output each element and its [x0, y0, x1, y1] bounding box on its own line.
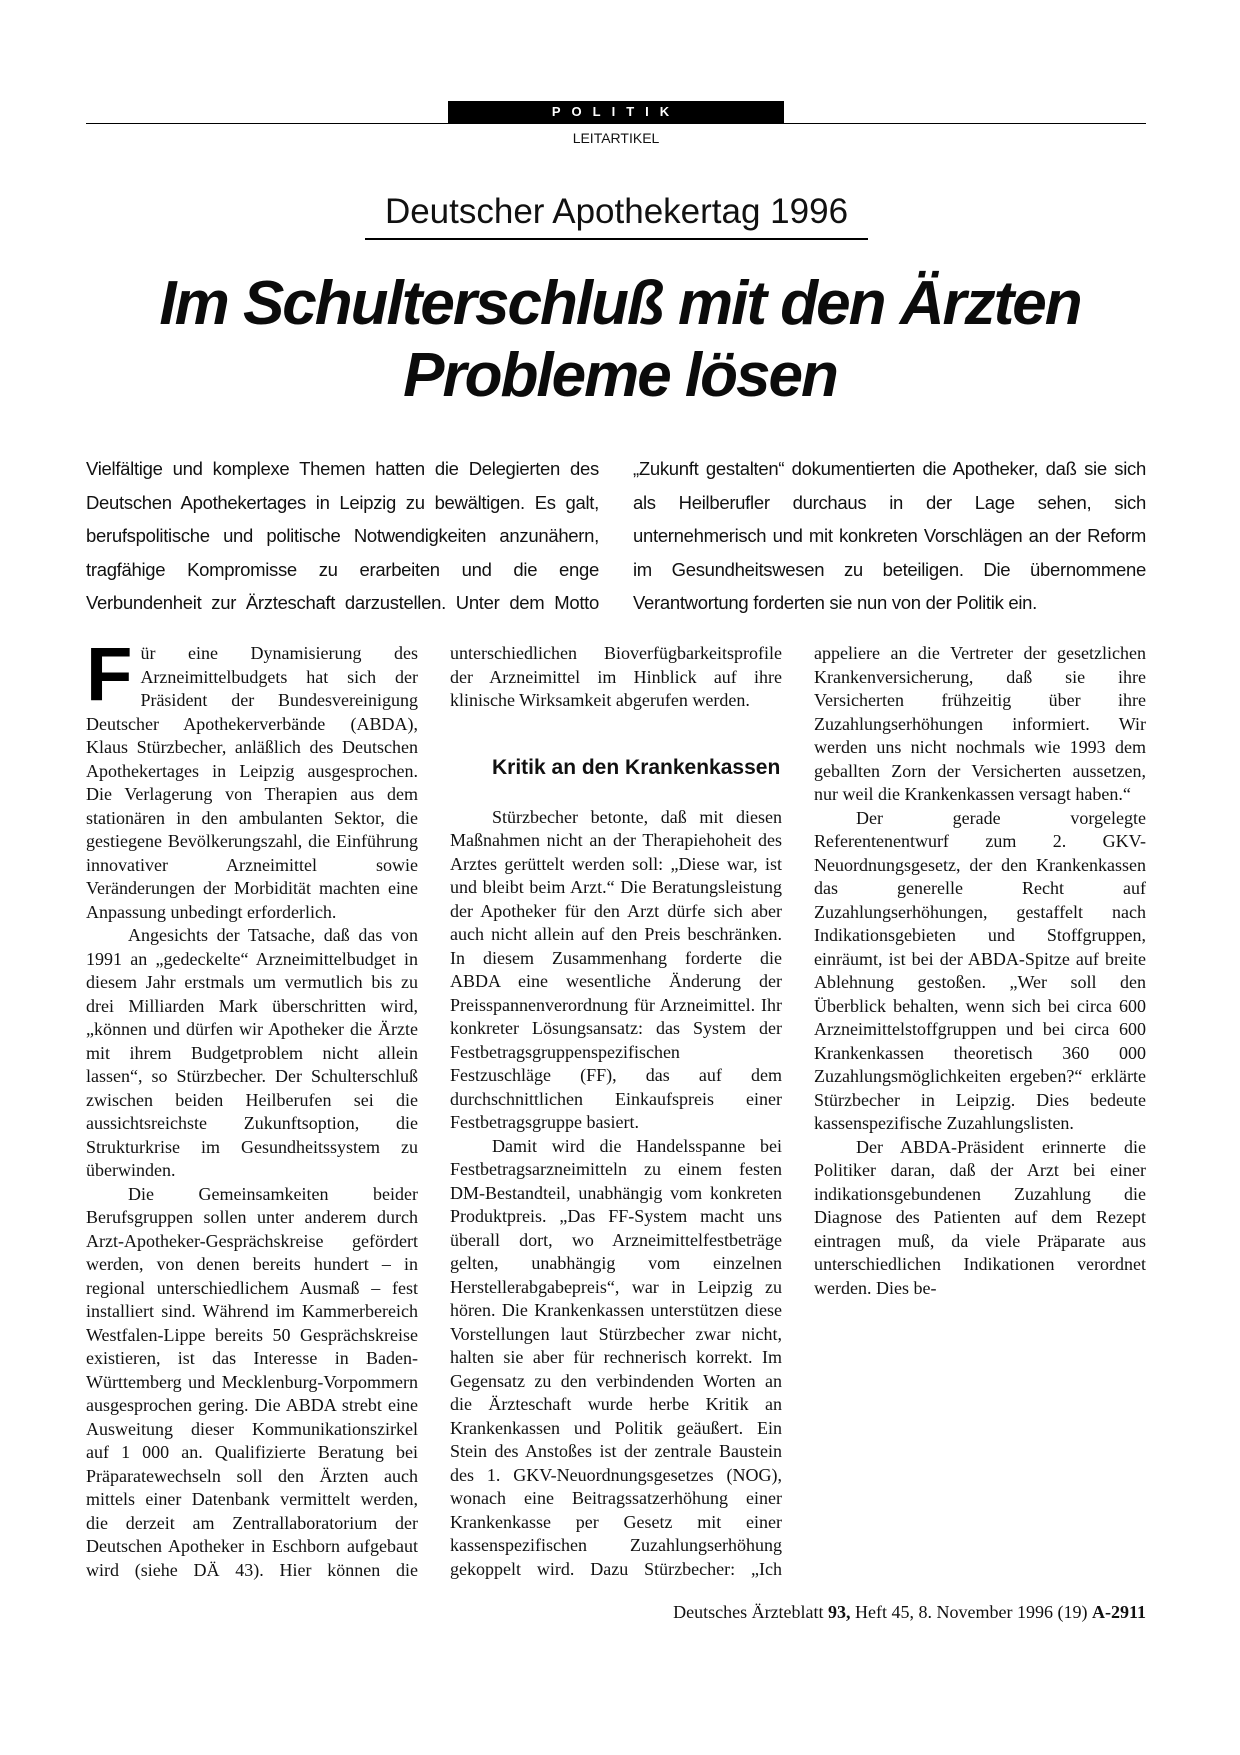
body-paragraph-1-text: ür eine Dynamisierung des Arzneimittelbudgets hat sich der Präsident der Bundesvereinigung Deutscher Apothekerverbände (ABDA), Klaus Stürzbecher, anläßlich des Deutschen Apothekertages in Leipzig ausgesprochen. Die Verlagerung von Therapien aus dem stationären in den ambulanten Sektor, die gestiegene Bevölkerungszahl, die Einführung innovativer Arzneimittel sowie Veränderungen der Morbidität machten eine Anpassung unbedingt erforderlich.	[86, 643, 418, 922]
headline	[60, 268, 1180, 412]
article-body	[86, 632, 1146, 1592]
body-paragraph-1	[86, 632, 418, 924]
section-label: POLITIK	[448, 101, 784, 123]
footer-journal: Deutsches Ärzteblatt	[673, 1602, 824, 1622]
headline-line-1: Im Schulterschluß mit den Ärzten	[159, 269, 1081, 338]
subheading: Kritik an den Krankenkassen	[492, 755, 781, 779]
body-paragraph-7: Der ABDA-Präsident erinnerte die Politiker daran, daß der Arzt bei einer indikationsgebundenen Zuzahlung die Diagnose des Patienten auf dem Rezept eintragen muß, da viele Präparate aus unterschiedlichen Indikationen verordnet werden. Dies be-	[814, 1136, 1146, 1298]
page-footer	[673, 1602, 1146, 1623]
article-type-label: LEITARTIKEL	[572, 130, 660, 146]
rubric-rule	[86, 123, 1146, 124]
footer-issue: Heft 45, 8. November 1996 (19)	[855, 1602, 1088, 1622]
body-paragraph-2: Angesichts der Tatsache, daß das von 1991 an „gedeckelte“ Arzneimittelbudget in diesem Jahr erstmals um vermutlich bis zu drei Milliarden Mark überschritten wird, „können und dürfen wir Apotheker die Ärzte mit ihrem Budgetproblem nicht allein lassen“, so Stürzbecher. Der Schulterschluß zwischen beiden Heilberufen sei die aussichtsreichste Zukunftsoption, die Strukturkrise im Gesundheitssystem zu überwinden.	[86, 925, 418, 1180]
headline-line-2: Probleme lösen	[403, 341, 837, 410]
kicker-title: Deutscher Apothekertag 1996	[365, 190, 868, 240]
drop-cap: F	[86, 632, 133, 717]
body-paragraph-6: Der gerade vorgelegte Referentenentwurf zum 2. GKV-Neuordnungsgesetz, der den Krankenkassen das generelle Recht auf Zuzahlungserhöhungen, gestaffelt nach Indikationsgebieten und Stoffgruppen, einräumt, ist bei der ABDA-Spitze auf breite Ablehnung gestoßen. „Wer soll den Überblick behalten, wenn sich bei circa 600 Arzneimittelstoffgruppen und bei circa 600 Krankenkassen theoretisch 360 000 Zuzahlungsmöglichkeiten ergeben?“ erklärte Stürzbecher in Leipzig. Dies bedeute kassenspezifische Zuzahlungslisten.	[814, 807, 1146, 1133]
footer-page-number: A-2911	[1092, 1602, 1146, 1622]
lead-paragraph	[86, 452, 1146, 620]
body-paragraph-3: Die Gemeinsamkeiten beider Berufsgruppen sollen unter anderem durch Arzt-Apotheker-Gesprächskreise gefördert werden, von denen bereits hundert – in regional unterschiedlichem Ausmaß – fest installiert sind. Während im Kammerbereich Westfalen-Lippe bereits 50 Gesprächskreise existieren, ist das Interesse in Baden-Württemberg und Mecklenburg-Vorpommern ausgesprochen gering. Die ABDA strebt eine Ausweitung dieser Kommunikationszirkel auf 1 000 an. Qualifizierte Beratung bei Präparatewechseln soll den Ärzten auch mittels einer Datenbank vermittelt werden, die derzeit am Zentrallaboratorium der Deutschen Apotheker in Eschborn aufgebaut wird (siehe DÄ 43). Hier können die unterschiedlichen Bioverfügbarkeitsprofile der Arzneimittel im Hinblick auf ihre klinische Wirksamkeit abgerufen werden.	[86, 643, 782, 1580]
lead-text: Vielfältige und komplexe Themen hatten die Delegierten des Deutschen Apothekertages in Leipzig zu bewältigen. Es galt, berufspolitische und politische Notwendigkeiten anzunähern, tragfähige Kompromisse zu erarbeiten und die enge Verbundenheit zur Ärzteschaft darzustellen. Unter dem Motto „Zukunft gestalten“ dokumentierten die Apotheker, daß sie sich als Heilberufler durchaus in der Lage sehen, sich unternehmerisch und mit konkreten Vorschlägen an der Reform im Gesundheitswesen zu beteiligen. Die übernommene Verantwortung forderten sie nun von der Politik ein.	[86, 458, 1146, 613]
footer-volume: 93,	[828, 1602, 851, 1622]
body-paragraph-5: Damit wird die Handelsspanne bei Festbetragsarzneimitteln zu einem festen DM-Bestandteil, unabhängig vom konkreten Produktpreis. „Das FF-System macht uns überall dort, wo Arzneimittelfestbeträge gelten, unabhängig vom einzelnen Herstellerabgabepreis“, war in Leipzig zu hören. Die Krankenkassen unterstützen diese Vorstellungen laut Stürzbecher zwar nicht, halten sie aber für rechnerisch korrekt. Im Gegensatz zu den verbindenden Worten an die Ärzteschaft wurde herbe Kritik an Krankenkassen und Politik geäußert. Ein Stein des Anstoßes ist der zentrale Baustein des 1. GKV-Neuordnungsgesetzes (NOG), wonach eine Beitragssatzerhöhung einer Krankenkasse per Gesetz mit einer kassenspezifischen Zuzahlungserhöhung gekoppelt wird. Dazu Stürzbecher: „Ich appeliere an die Vertreter der gesetzlichen Krankenversicherung, daß sie ihre Versicherten frühzeitig über ihre Zuzahlungserhöhungen informiert. Wir werden uns nicht nochmals wie 1993 dem geballten Zorn der Versicherten aussetzen, nur weil die Krankenkassen versagt haben.“	[450, 643, 1146, 1579]
body-paragraph-4: Stürzbecher betonte, daß mit diesen Maßnahmen nicht an der Therapiehoheit des Arztes gerüttelt werden soll: „Diese war, ist und bleibt beim Arzt.“ Die Beratungsleistung der Apotheker für den Arzt dürfe sich aber auch nicht allein auf den Preis beschränken. In diesem Zusammenhang forderte die ABDA eine wesentliche Änderung der Preisspannenverordnung für Arzneimittel. Ihr konkreter Lösungsansatz: das System der Festbetragsgruppenspezifischen Festzuschläge (FF), das auf dem durchschnittlichen Einkaufspreis einer Festbetragsgruppe basiert.	[450, 806, 782, 1132]
